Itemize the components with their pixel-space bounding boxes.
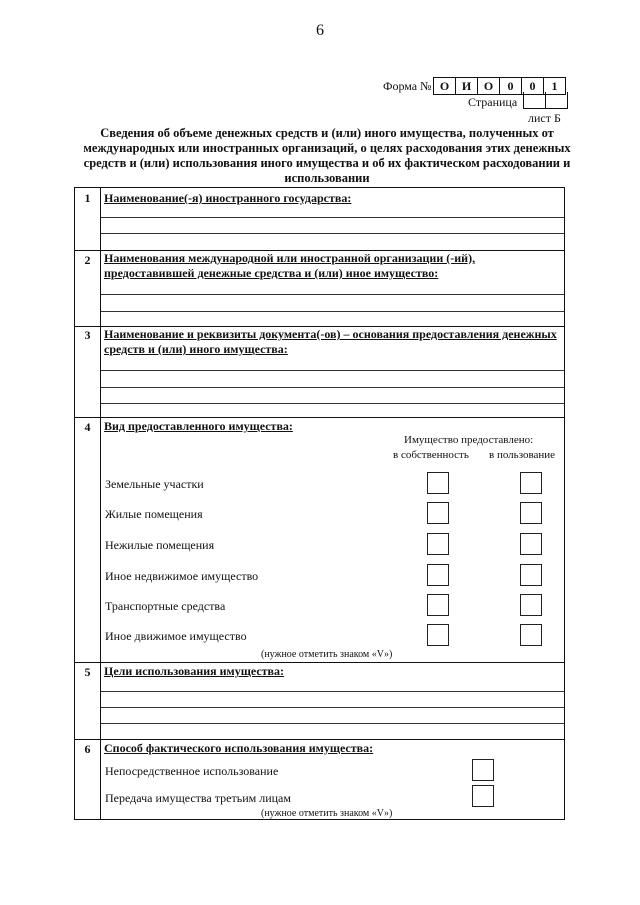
land-ownership-checkbox[interactable] [427,472,449,494]
sheet-label: лист Б [528,111,561,125]
page-number: 6 [316,22,324,39]
property-type-label: Транспортные средства [105,599,226,613]
third-party-transfer-checkbox[interactable] [472,785,494,807]
property-type-label: Иное движимое имущество [105,629,247,643]
usage-method-label: Передача имущества третьим лицам [105,791,291,805]
section-2-heading: Наименования международной или иностранной организации (-ий), предоставившей денежные средства и (или) иное имущество: [104,251,476,280]
form-table [74,187,565,820]
vehicles-ownership-checkbox[interactable] [427,594,449,616]
page-number-field[interactable] [523,92,568,109]
section-1-line[interactable] [101,217,564,218]
other-realty-use-checkbox[interactable] [520,564,542,586]
section-4-heading: Вид предоставленного имущества: [104,419,293,433]
page-label: Страница [468,95,518,109]
section-5-line[interactable] [101,691,564,692]
mark-instruction: (нужное отметить знаком «V») [261,808,393,819]
other-movable-ownership-checkbox[interactable] [427,624,449,646]
form-code-cell: 0 [521,78,543,94]
section-6-heading: Способ фактического использования имущества: [104,741,374,755]
form-code-cell: О [439,79,450,93]
use-column-header: в пользование [489,449,556,461]
land-use-checkbox[interactable] [520,472,542,494]
section-2-line[interactable] [101,311,564,312]
section-5-line[interactable] [101,707,564,708]
section-5-line[interactable] [101,723,564,724]
section-1-number: 1 [84,191,91,205]
section-3-line[interactable] [101,370,564,371]
property-type-label: Жилые помещения [105,507,203,521]
property-provided-header: Имущество предоставлено: [404,434,534,446]
property-type-label: Иное недвижимое имущество [105,569,259,583]
form-code-cell: О [477,78,499,94]
direct-use-checkbox[interactable] [472,759,494,781]
other-realty-ownership-checkbox[interactable] [427,564,449,586]
nonresidential-use-checkbox[interactable] [520,533,542,555]
section-3-line[interactable] [101,387,564,388]
usage-method-label: Непосредственное использование [105,764,279,778]
ownership-column-header: в собственность [393,449,469,461]
residential-use-checkbox[interactable] [520,502,542,524]
vehicles-use-checkbox[interactable] [520,594,542,616]
section-4-number: 4 [84,420,91,434]
section-5-heading: Цели использования имущества: [104,664,285,678]
property-type-label: Земельные участки [105,477,204,491]
form-label: Форма № [383,79,432,93]
mark-instruction: (нужное отметить знаком «V») [261,649,393,660]
nonresidential-ownership-checkbox[interactable] [427,533,449,555]
residential-ownership-checkbox[interactable] [427,502,449,524]
section-1-line[interactable] [101,233,564,234]
section-5-number: 5 [84,665,91,679]
property-type-label: Нежилые помещения [105,538,215,552]
section-3-number: 3 [84,328,91,342]
section-3-heading: Наименование и реквизиты документа(-ов) – основания предоставления денежных средств и (или) иного имущества: [104,327,557,356]
section-3-line[interactable] [101,403,564,404]
form-code-cell: 0 [499,78,521,94]
section-6-number: 6 [84,742,91,756]
other-movable-use-checkbox[interactable] [520,624,542,646]
section-1-heading: Наименование(-я) иностранного государства: [104,191,352,205]
document-title: Сведения об объеме денежных средств и (или) иного имущества, полученных от международных или иностранных организаций, о целях расходования этих денежных средств и (или) использования иного имущества и об их фактическом расходовании и использовании [83,126,571,185]
form-code-cell: 1 [543,78,565,94]
section-2-number: 2 [84,253,91,267]
section-2-line[interactable] [101,294,564,295]
number-column-divider [100,188,101,819]
form-code-cell: И [455,78,477,94]
